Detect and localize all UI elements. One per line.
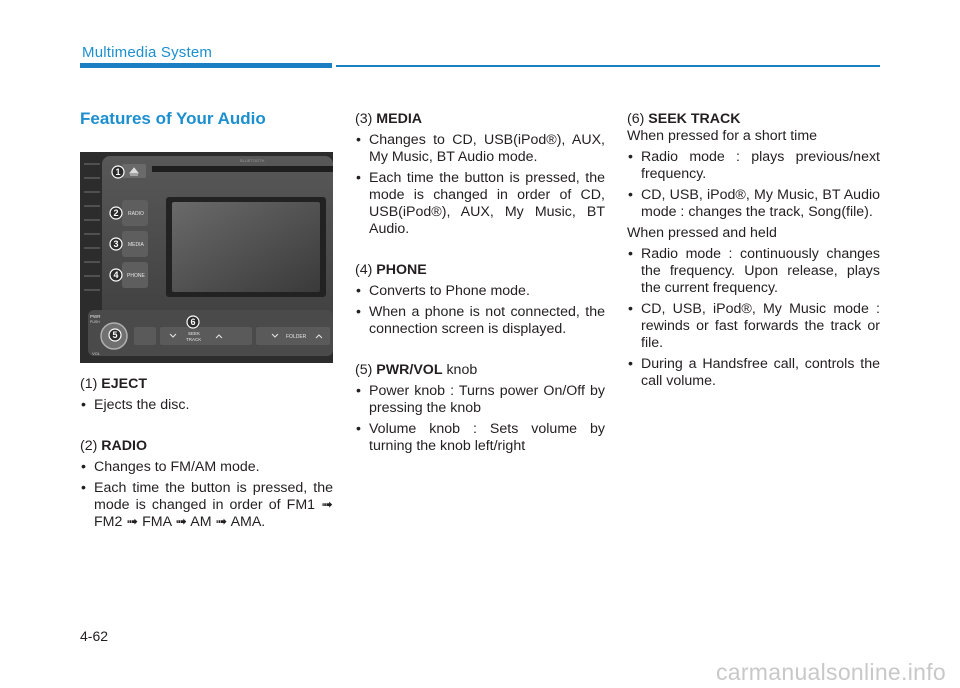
push-label: PUSH	[90, 320, 100, 324]
callout-2: 2	[113, 208, 119, 218]
column-2	[355, 111, 605, 459]
audio-unit-figure	[80, 152, 333, 363]
callout-5: 5	[112, 330, 118, 340]
page-title: Features of Your Audio	[80, 109, 266, 128]
brand-text: BLUETOOTH	[240, 158, 265, 163]
column-3	[627, 111, 880, 394]
page-number: 4-62	[80, 628, 109, 644]
list-item: • Changes to FM/AM mode.	[80, 459, 333, 476]
phone-button-label[interactable]: PHONE	[127, 273, 145, 279]
seek-label[interactable]: SEEK	[188, 331, 201, 336]
list-item: • CD, USB, iPod®, My Music, BT Audio mode : changes the track, Song(file).	[627, 187, 880, 221]
list-item: • CD, USB, iPod®, My Music mode : rewinds or fast forwards the track or file.	[627, 301, 880, 352]
pressed-held-bullets	[627, 246, 880, 390]
list-item: • Ejects the disc.	[80, 397, 333, 414]
header-rule-thin	[336, 65, 880, 67]
vol-label: VOL	[92, 351, 101, 356]
list-item: • Radio mode : plays previous/next frequency.	[627, 149, 880, 183]
list-item: • Each time the button is pressed, the mode is changed in order of CD, USB(iPod®), AUX, My Music, BT Audio.	[355, 170, 605, 238]
item-heading-eject: (1) EJECT	[80, 376, 148, 392]
list-item: • Changes to CD, USB(iPod®), AUX, My Music, BT Audio mode.	[355, 132, 605, 166]
track-label[interactable]: TRACK	[186, 337, 202, 342]
list-item: • During a Handsfree call, controls the call volume.	[627, 356, 880, 390]
pressed-short-label: When pressed for a short time	[627, 128, 818, 144]
callout-4: 4	[113, 270, 119, 280]
radio-bullets	[80, 459, 333, 531]
column-1	[80, 376, 333, 535]
callout-6: 6	[190, 317, 196, 327]
eject-bullets	[80, 397, 333, 414]
radio-button-label[interactable]: RADIO	[128, 211, 144, 217]
pwr-vol-bullets	[355, 383, 605, 455]
pressed-held-label: When pressed and held	[627, 225, 777, 241]
callout-3: 3	[113, 239, 119, 249]
list-item: • Power knob : Turns power On/Off by pressing the knob	[355, 383, 605, 417]
watermark: carmanualsonline.info	[715, 659, 946, 685]
pressed-short-bullets	[627, 149, 880, 221]
media-button-label[interactable]: MEDIA	[128, 242, 144, 248]
media-bullets	[355, 132, 605, 238]
item-heading-radio: (2) RADIO	[80, 438, 148, 454]
list-item: • Each time the button is pressed, the mode is changed in order of FM1 ➟ FM2 ➟ FMA ➟ AM ➟ AMA.	[80, 480, 333, 531]
list-item: • Volume knob : Sets volume by turning the knob left/right	[355, 421, 605, 455]
item-heading-media: (3) MEDIA	[355, 111, 423, 127]
section-header-title: Multimedia System	[82, 44, 213, 61]
folder-label[interactable]: FOLDER	[286, 334, 307, 340]
list-item: • When a phone is not connected, the connection screen is displayed.	[355, 304, 605, 338]
phone-bullets	[355, 283, 605, 338]
item-heading-phone: (4) PHONE	[355, 262, 427, 278]
list-item: • Converts to Phone mode.	[355, 283, 605, 300]
item-heading-pwr-vol: (5) PWR/VOL knob	[355, 362, 478, 378]
header-rule-thick	[80, 63, 332, 68]
list-item: • Radio mode : continuously changes the frequency. Upon release, plays the current frequency.	[627, 246, 880, 297]
pwr-label: PWR	[90, 314, 101, 319]
callout-1: 1	[115, 167, 121, 177]
item-heading-seek-track: (6) SEEK TRACK	[627, 111, 741, 127]
